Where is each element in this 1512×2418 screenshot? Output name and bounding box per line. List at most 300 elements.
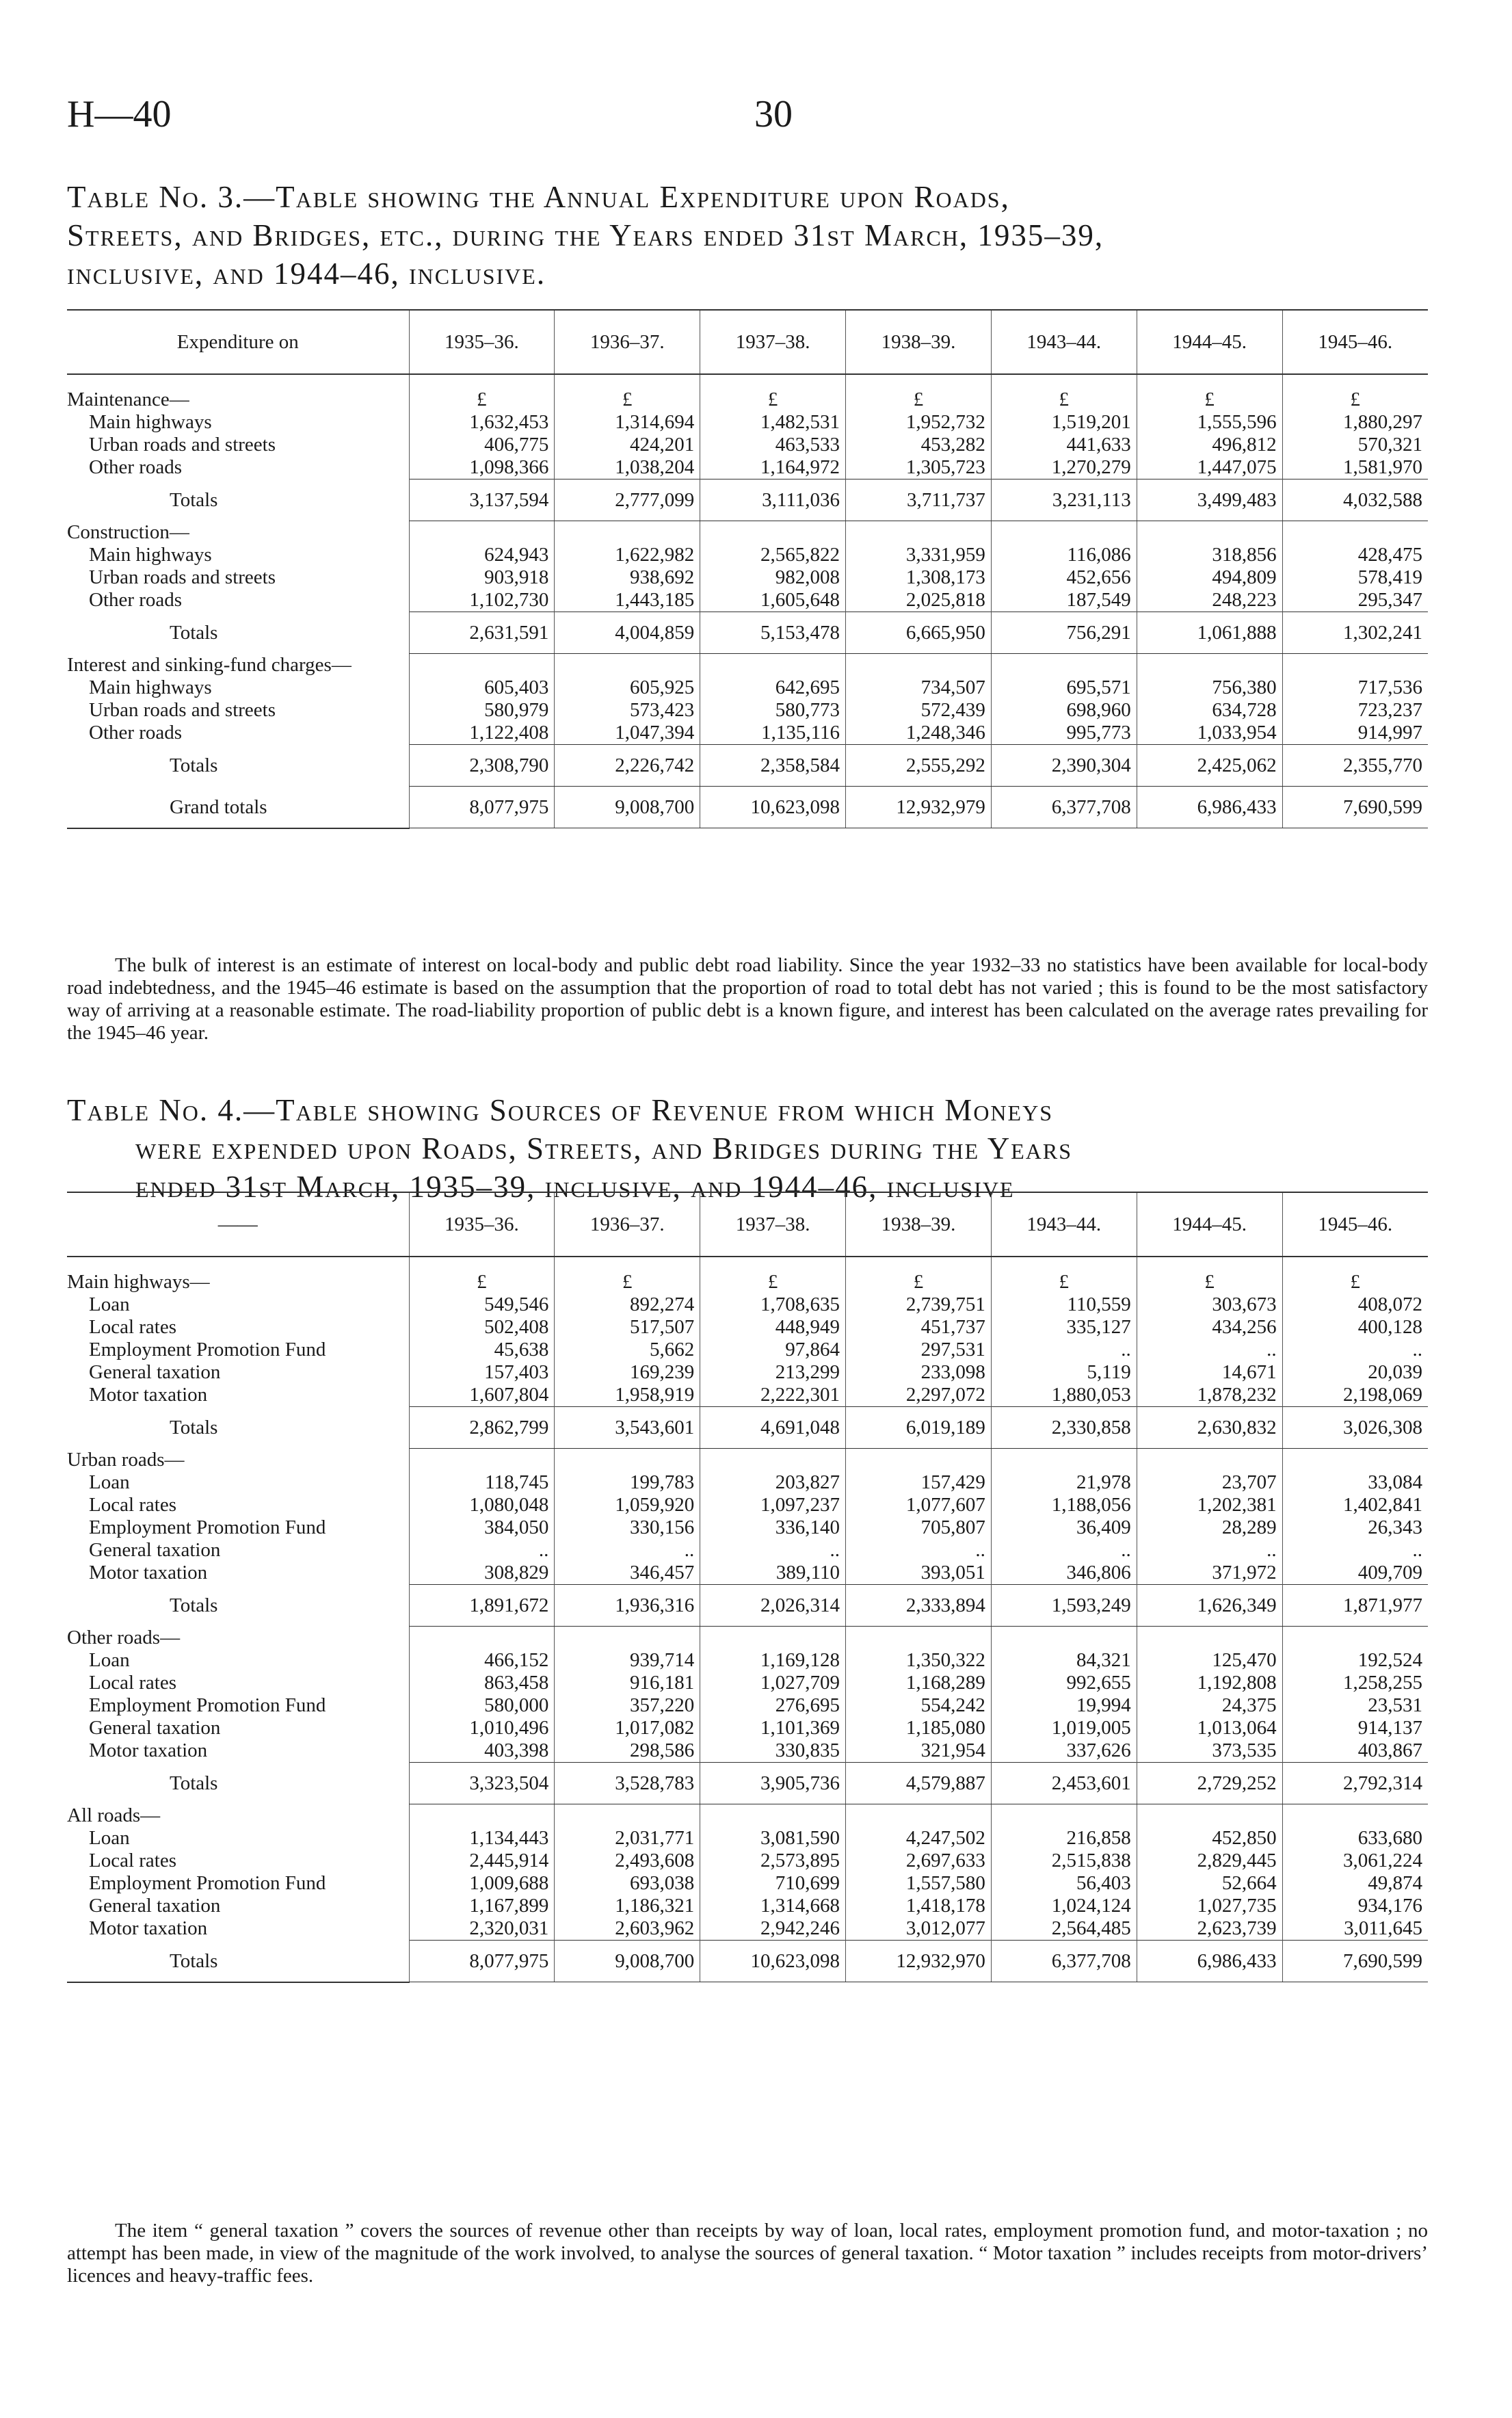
value-cell: 157,403 [409,1361,555,1384]
table-row [67,566,1428,589]
value-cell: 1,038,204 [555,456,700,479]
grand-total-cell: 6,377,708 [991,787,1137,828]
currency-symbol [991,1449,1137,1472]
group-title-row [67,1449,1428,1472]
currency-symbol [555,521,700,544]
document-reference: H—40 [67,93,172,135]
value-cell: 2,222,301 [700,1384,846,1407]
currency-symbol [555,654,700,677]
row-label: Urban roads and streets [89,699,276,721]
value-cell: 110,559 [991,1293,1137,1316]
table3-caption [67,178,1435,293]
row-label: Urban roads and streets [89,434,276,456]
row-label: Other roads [89,722,183,744]
value-cell: 572,439 [846,699,992,722]
value-cell: 1,122,408 [409,722,555,745]
value-cell: .. [1282,1339,1428,1361]
currency-symbol: £ [555,1271,700,1293]
row-label: Urban roads and streets [89,566,276,588]
value-cell: 1,097,237 [700,1494,846,1516]
table4-caption [67,1091,1435,1206]
total-cell: 3,323,504 [409,1763,555,1804]
table-row [67,1694,1428,1717]
column-header-year: 1938–39. [846,1192,992,1257]
row-label: Main highways [89,544,212,566]
totals-label: Totals [170,622,218,644]
value-cell: 502,408 [409,1316,555,1339]
value-cell: 335,127 [991,1316,1137,1339]
value-cell: 1,192,808 [1137,1672,1282,1694]
value-cell: 20,039 [1282,1361,1428,1384]
value-cell: 2,445,914 [409,1850,555,1872]
currency-symbol [1137,1627,1282,1650]
value-cell: 21,978 [991,1471,1137,1494]
value-cell: 33,084 [1282,1471,1428,1494]
value-cell: 2,565,822 [700,544,846,566]
value-cell: 717,536 [1282,676,1428,699]
table-row [67,699,1428,722]
value-cell: 1,708,635 [700,1293,846,1316]
table-row [67,1672,1428,1694]
value-cell: 2,031,771 [555,1827,700,1850]
value-cell: 1,605,648 [700,589,846,612]
grand-total-cell: 9,008,700 [555,787,700,828]
value-cell: 1,024,124 [991,1895,1137,1917]
value-cell: 2,623,739 [1137,1917,1282,1941]
row-label: Other roads [89,589,183,612]
value-cell: 466,152 [409,1649,555,1672]
table-row [67,1494,1428,1516]
value-cell: 2,564,485 [991,1917,1137,1941]
totals-label: Totals [67,1941,409,1982]
value-cell: 3,081,590 [700,1827,846,1850]
value-cell: 371,972 [1137,1562,1282,1585]
spacer-cell [991,374,1137,389]
value-cell: 914,997 [1282,722,1428,745]
value-cell: 1,167,899 [409,1895,555,1917]
totals-row [67,1585,1428,1627]
value-cell: 428,475 [1282,544,1428,566]
currency-symbol: £ [555,389,700,411]
value-cell: 403,398 [409,1739,555,1763]
currency-symbol [409,654,555,677]
value-cell: 1,010,496 [409,1717,555,1739]
running-header [67,92,1445,140]
value-cell: 84,321 [991,1649,1137,1672]
value-cell: 2,573,895 [700,1850,846,1872]
value-cell: 3,061,224 [1282,1850,1428,1872]
totals-row [67,1763,1428,1804]
value-cell: 892,274 [555,1293,700,1316]
total-cell: 9,008,700 [555,1941,700,1982]
column-header-label: —— [67,1192,409,1257]
value-cell: 1,248,346 [846,722,992,745]
value-cell: 346,806 [991,1562,1137,1585]
currency-symbol [1282,1449,1428,1472]
table-row [67,1895,1428,1917]
total-cell: 2,358,584 [700,745,846,787]
total-cell: 1,871,977 [1282,1585,1428,1627]
value-cell: 233,098 [846,1361,992,1384]
value-cell: 14,671 [1137,1361,1282,1384]
totals-row [67,479,1428,521]
value-cell: 2,697,633 [846,1850,992,1872]
value-cell: 1,169,128 [700,1649,846,1672]
currency-symbol: £ [700,1271,846,1293]
total-cell: 4,691,048 [700,1407,846,1449]
total-cell: 8,077,975 [409,1941,555,1982]
table-row [67,1293,1428,1316]
total-cell: 1,891,672 [409,1585,555,1627]
value-cell: 916,181 [555,1672,700,1694]
currency-symbol [700,1627,846,1650]
total-cell: 7,690,599 [1282,1941,1428,1982]
total-cell: 10,623,098 [700,1941,846,1982]
value-cell: 1,418,178 [846,1895,992,1917]
value-cell: 1,164,972 [700,456,846,479]
grand-totals-label: Grand totals [67,787,409,828]
value-cell: 1,305,723 [846,456,992,479]
value-cell: 1,027,709 [700,1672,846,1694]
currency-symbol [409,1804,555,1828]
value-cell: 914,137 [1282,1717,1428,1739]
value-cell: 1,168,289 [846,1672,992,1694]
row-label: General taxation [89,1717,221,1739]
value-cell: 1,135,116 [700,722,846,745]
value-cell: 2,829,445 [1137,1850,1282,1872]
value-cell: 1,443,185 [555,589,700,612]
group-title: Main highways— [67,1271,210,1293]
value-cell: 2,493,608 [555,1850,700,1872]
value-cell: 452,850 [1137,1827,1282,1850]
value-cell: 403,867 [1282,1739,1428,1763]
table-row [67,1649,1428,1672]
total-cell: 1,061,888 [1137,612,1282,654]
value-cell: 995,773 [991,722,1137,745]
value-cell: 549,546 [409,1293,555,1316]
table4-revenue-sources [67,1192,1428,1983]
total-cell: 2,425,062 [1137,745,1282,787]
group-title-row [67,521,1428,544]
value-cell: 49,874 [1282,1872,1428,1895]
group-title: Urban roads— [67,1448,185,1471]
currency-symbol [555,1449,700,1472]
column-header-year: 1938–39. [846,310,992,374]
value-cell: 693,038 [555,1872,700,1895]
totals-row [67,612,1428,654]
currency-symbol [991,1804,1137,1828]
spacer-cell [409,1257,555,1271]
value-cell: 934,176 [1282,1895,1428,1917]
totals-label: Totals [170,489,218,511]
table3-expenditure [67,309,1428,829]
value-cell: 248,223 [1137,589,1282,612]
value-cell: 570,321 [1282,434,1428,456]
value-cell: 939,714 [555,1649,700,1672]
currency-symbol [846,654,992,677]
spacer-cell [700,374,846,389]
currency-symbol [700,654,846,677]
table-row [67,1917,1428,1941]
total-cell: 2,330,858 [991,1407,1137,1449]
total-cell: 2,777,099 [555,479,700,521]
currency-symbol [1282,1804,1428,1828]
value-cell: 52,664 [1137,1872,1282,1895]
value-cell: 19,994 [991,1694,1137,1717]
row-label: Loan [89,1471,130,1493]
total-cell: 12,932,970 [846,1941,992,1982]
caption-line: ended 31st March, 1935–39, inclusive, and 1944–46, inclusive [135,1170,1015,1204]
value-cell: 4,247,502 [846,1827,992,1850]
total-cell: 4,579,887 [846,1763,992,1804]
column-header-year: 1936–37. [555,310,700,374]
value-cell: 24,375 [1137,1694,1282,1717]
total-cell: 6,986,433 [1137,1941,1282,1982]
total-cell: 4,032,588 [1282,479,1428,521]
value-cell: 357,220 [555,1694,700,1717]
value-cell: 698,960 [991,699,1137,722]
value-cell: 1,878,232 [1137,1384,1282,1407]
currency-symbol: £ [700,389,846,411]
value-cell: 578,419 [1282,566,1428,589]
header-row [67,1192,1428,1257]
total-cell: 5,153,478 [700,612,846,654]
value-cell: 1,019,005 [991,1717,1137,1739]
value-cell: 118,745 [409,1471,555,1494]
value-cell: 295,347 [1282,589,1428,612]
total-cell: 1,626,349 [1137,1585,1282,1627]
value-cell: 1,314,668 [700,1895,846,1917]
currency-symbol: £ [991,389,1137,411]
column-header-year: 1935–36. [409,310,555,374]
totals-row [67,745,1428,787]
value-cell: 938,692 [555,566,700,589]
value-cell: 1,101,369 [700,1717,846,1739]
value-cell: 389,110 [700,1562,846,1585]
group-title-row [67,654,1428,677]
value-cell: 1,188,056 [991,1494,1137,1516]
group-title: Construction— [67,521,189,543]
row-label: Employment Promotion Fund [89,1339,326,1361]
value-cell: .. [555,1539,700,1562]
value-cell: 1,013,064 [1137,1717,1282,1739]
value-cell: 408,072 [1282,1293,1428,1316]
total-cell: 2,792,314 [1282,1763,1428,1804]
total-cell: 1,302,241 [1282,612,1428,654]
table-row [67,722,1428,745]
value-cell: 187,549 [991,589,1137,612]
value-cell: .. [991,1539,1137,1562]
value-cell: 213,299 [700,1361,846,1384]
total-cell: 3,026,308 [1282,1407,1428,1449]
row-label: Employment Promotion Fund [89,1872,326,1894]
spacer-cell [846,374,992,389]
group-title: All roads— [67,1804,161,1826]
totals-label: Totals [170,754,218,776]
value-cell: 1,033,954 [1137,722,1282,745]
value-cell: 1,185,080 [846,1717,992,1739]
value-cell: 1,350,322 [846,1649,992,1672]
spacer-cell [555,374,700,389]
value-cell: 36,409 [991,1516,1137,1539]
table-row [67,1827,1428,1850]
column-header-year: 1936–37. [555,1192,700,1257]
value-cell: 424,201 [555,434,700,456]
value-cell: 1,258,255 [1282,1672,1428,1694]
page-number: 30 [754,93,793,135]
value-cell: 330,156 [555,1516,700,1539]
value-cell: 723,237 [1282,699,1428,722]
value-cell: 434,256 [1137,1316,1282,1339]
total-cell: 2,390,304 [991,745,1137,787]
value-cell: .. [409,1539,555,1562]
value-cell: .. [1137,1339,1282,1361]
value-cell: 56,403 [991,1872,1137,1895]
table-row [67,1384,1428,1407]
value-cell: 318,856 [1137,544,1282,566]
total-cell: 3,499,483 [1137,479,1282,521]
currency-symbol [846,1449,992,1472]
currency-symbol [555,1804,700,1828]
value-cell: 45,638 [409,1339,555,1361]
total-cell: 3,231,113 [991,479,1137,521]
value-cell: 573,423 [555,699,700,722]
total-cell: 2,026,314 [700,1585,846,1627]
value-cell: 1,308,173 [846,566,992,589]
value-cell: 452,656 [991,566,1137,589]
value-cell: 373,535 [1137,1739,1282,1763]
grand-total-cell: 10,623,098 [700,787,846,828]
value-cell: 1,447,075 [1137,456,1282,479]
currency-symbol: £ [991,1271,1137,1293]
row-label: General taxation [89,1895,221,1917]
value-cell: 580,000 [409,1694,555,1717]
value-cell: 1,581,970 [1282,456,1428,479]
row-label: Motor taxation [89,1562,208,1584]
table-row [67,1717,1428,1739]
value-cell: 337,626 [991,1739,1137,1763]
value-cell: 2,515,838 [991,1850,1137,1872]
currency-symbol [1137,654,1282,677]
total-cell: 2,453,601 [991,1763,1137,1804]
grand-totals-row [67,787,1428,828]
total-cell: 3,905,736 [700,1763,846,1804]
group-title-row [67,1804,1428,1828]
total-cell: 2,631,591 [409,612,555,654]
grand-total-cell: 7,690,599 [1282,787,1428,828]
totals-row [67,1941,1428,1982]
value-cell: 756,380 [1137,676,1282,699]
row-label: Loan [89,1649,130,1671]
value-cell: 409,709 [1282,1562,1428,1585]
value-cell: 5,119 [991,1361,1137,1384]
column-header-year: 1943–44. [991,310,1137,374]
currency-symbol [846,521,992,544]
row-label: Other roads [89,456,183,479]
value-cell: 336,140 [700,1516,846,1539]
value-cell: 1,017,082 [555,1717,700,1739]
value-cell: 2,297,072 [846,1384,992,1407]
value-cell: 2,603,962 [555,1917,700,1941]
value-cell: 605,925 [555,676,700,699]
group-title: Interest and sinking-fund charges— [67,653,352,676]
value-cell: 1,059,920 [555,1494,700,1516]
currency-symbol [700,1449,846,1472]
value-cell: 734,507 [846,676,992,699]
total-cell: 2,729,252 [1137,1763,1282,1804]
total-cell: 2,308,790 [409,745,555,787]
total-cell: 2,630,832 [1137,1407,1282,1449]
row-label: Motor taxation [89,1739,208,1762]
value-cell: 903,918 [409,566,555,589]
spacer-cell [991,1257,1137,1271]
value-cell: 1,102,730 [409,589,555,612]
spacer-cell [1282,1257,1428,1271]
value-cell: 580,979 [409,699,555,722]
row-label: Employment Promotion Fund [89,1694,326,1716]
table-row [67,1539,1428,1562]
value-cell: 2,942,246 [700,1917,846,1941]
row-label: General taxation [89,1361,221,1383]
spacer-cell [67,1257,409,1271]
value-cell: 1,632,453 [409,411,555,434]
currency-symbol: £ [1137,389,1282,411]
column-header-year: 1944–45. [1137,1192,1282,1257]
total-cell: 3,528,783 [555,1763,700,1804]
value-cell: 710,699 [700,1872,846,1895]
value-cell: 1,482,531 [700,411,846,434]
value-cell: 2,025,818 [846,589,992,612]
total-cell: 6,377,708 [991,1941,1137,1982]
total-cell: 1,593,249 [991,1585,1137,1627]
grand-total-cell: 12,932,979 [846,787,992,828]
table-row [67,1562,1428,1585]
table3-footnote: The bulk of interest is an estimate of interest on local-body and public debt road liability. Since the year 1932–33 no statistics have been available for local-body road indebtedness, and the 1945–46 estimate is based on the assumption that the proportion of road to total debt has not varied ; this is found to be the most satisfactory way of arriving at a reasonable estimate. The road-liability proportion of public debt is a known figure, and interest has been calculated on the average rates prevailing for the 1945–46 year. [67,954,1428,1044]
value-cell: 992,655 [991,1672,1137,1694]
value-cell: 1,270,279 [991,456,1137,479]
caption-line: Table No. 3.—Table showing the Annual Expenditure upon Roads, [67,180,1010,214]
row-label: Loan [89,1827,130,1849]
value-cell: 1,098,366 [409,456,555,479]
value-cell: 1,402,841 [1282,1494,1428,1516]
value-cell: 1,186,321 [555,1895,700,1917]
value-cell: 116,086 [991,544,1137,566]
value-cell: .. [700,1539,846,1562]
currency-symbol [700,1804,846,1828]
value-cell: 705,807 [846,1516,992,1539]
spacer-cell [67,374,409,389]
value-cell: 1,027,735 [1137,1895,1282,1917]
grand-total-cell: 6,986,433 [1137,787,1282,828]
value-cell: 23,531 [1282,1694,1428,1717]
table-row [67,1361,1428,1384]
value-cell: 1,958,919 [555,1384,700,1407]
totals-label: Totals [170,1772,218,1794]
total-cell: 6,019,189 [846,1407,992,1449]
value-cell: 496,812 [1137,434,1282,456]
spacer-cell [700,1257,846,1271]
value-cell: 633,680 [1282,1827,1428,1850]
value-cell: 216,858 [991,1827,1137,1850]
table-row [67,456,1428,479]
caption-line: Streets, and Bridges, etc., during the Years ended 31st March, 1935–39, [67,218,1104,252]
value-cell: 1,077,607 [846,1494,992,1516]
row-label: Loan [89,1293,130,1315]
currency-symbol [846,1804,992,1828]
value-cell: 1,880,297 [1282,411,1428,434]
value-cell: 192,524 [1282,1649,1428,1672]
total-cell: 2,333,894 [846,1585,992,1627]
